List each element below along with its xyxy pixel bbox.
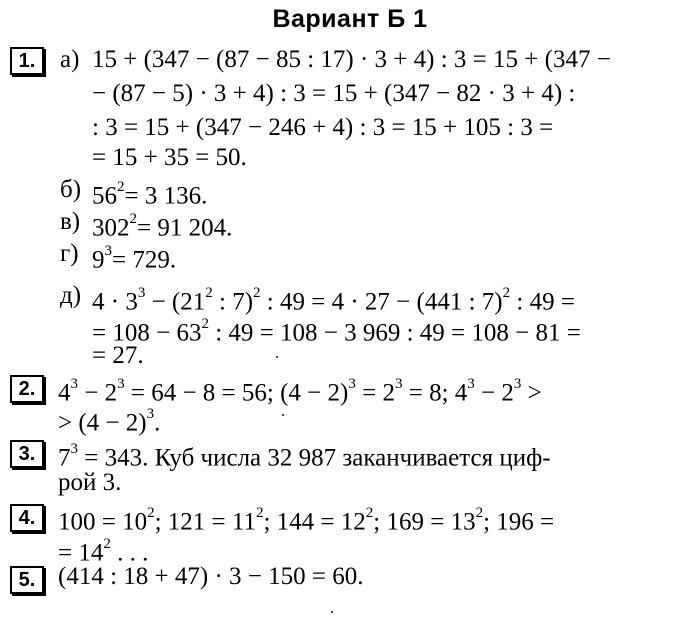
problem-3-line-2: рой 3. (58, 469, 122, 496)
problem-5-line-1: (414 : 18 + 47) · 3 − 150 = 60. (58, 563, 364, 590)
problem-number-5: 5. (10, 566, 44, 594)
problem-1a-line-1: 15 + (347 − (87 − 85 : 17) · 3 + 4) : 3 = 15 + (347 − (92, 46, 611, 73)
problem-1g-line: $9^3= 729$. (92, 243, 177, 274)
part-label-a: а) (60, 46, 80, 73)
problem-1a-line-3: : 3 = 15 + (347 − 246 + 4) : 3 = 15 + 105 : 3 = (92, 114, 554, 141)
scan-speck (276, 356, 278, 358)
problem-1d-line-1: $4 \cdot 3^3 - (21^2$ : 7)$^2$ : 49 = 4 · 27 − (441 : 7)$^2$ : 49 = (92, 285, 575, 316)
problem-1v-line: $302^2= 91$ 204. (92, 211, 233, 242)
problem-1a-line-4: = 15 + 35 = 50. (92, 144, 247, 171)
part-label-v: в) (60, 208, 81, 235)
problem-number-1: 1. (10, 47, 44, 75)
problem-number-3: 3. (10, 440, 44, 468)
problem-2-line-2: > $(4 - 2)^3$. (58, 406, 161, 437)
problem-1a-line-2: − (87 − 5) · 3 + 4) : 3 = 15 + (347 − 82 · 3 + 4) : (92, 80, 576, 107)
problem-3-line-1: $7^3 = 343$. Куб числа 32 987 заканчивается циф- (58, 441, 551, 472)
problem-1b-line: $56^2= 3$ 136. (92, 179, 208, 210)
part-label-d: д) (60, 282, 82, 309)
scan-speck (282, 414, 284, 416)
problem-4-line-1: $100 = 10^2$; $121 = 11^2$; $144 = 12^2$; $169 = 13^2$; 196 = (58, 505, 555, 536)
problem-1d-line-3: = 27. (92, 342, 144, 369)
part-label-b: б) (60, 176, 82, 203)
problem-2-line-1: $4^3 - 2^3 = 64 - 8 = 56$; $(4 - 2)^3 = 2^3 = 8$; $4^3 - 2^3$ > (58, 376, 542, 407)
scan-speck (331, 611, 333, 613)
problem-number-4: 4. (10, 504, 44, 532)
variant-title: Вариант Б 1 (272, 5, 428, 33)
part-label-g: г) (60, 240, 79, 267)
problem-1d-line-2: = $108 - 63^2$ : 49 = 108 − 3 969 : 49 = 108 − 81 = (92, 316, 581, 347)
problem-4-line-2: = $14^2$ . . . (58, 536, 149, 567)
problem-number-2: 2. (10, 375, 44, 403)
